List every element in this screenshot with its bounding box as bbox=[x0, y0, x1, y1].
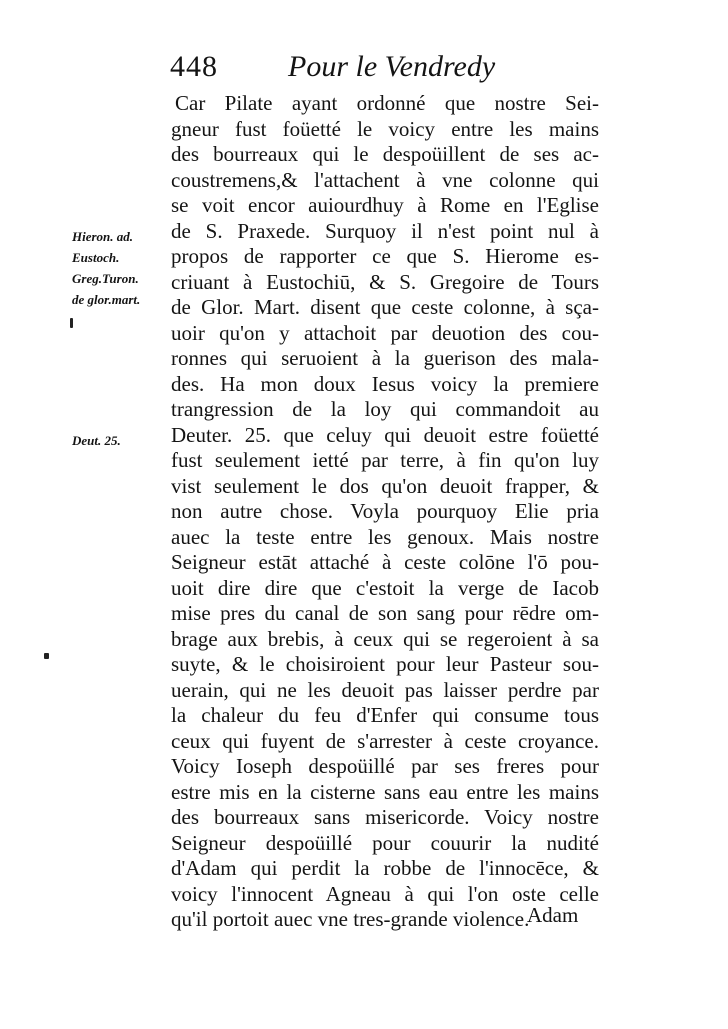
text-line: gneur fust foüetté le voicy entre les mains bbox=[171, 116, 599, 141]
ink-speck bbox=[70, 318, 73, 328]
text-line: voicy l'innocent Agneau à qui l'on oste celle bbox=[171, 881, 599, 906]
text-line: fust seulement ietté par terre, à fin qu'on luy bbox=[171, 448, 599, 472]
page-number: 448 bbox=[170, 50, 218, 83]
text-line: de Glor. Mart. disent que ceste colonne, à sça- bbox=[171, 295, 599, 319]
marginal-note-line: Eustoch. bbox=[72, 250, 120, 265]
marginal-note-line: Deut. 25. bbox=[72, 433, 121, 448]
text-line: non autre chose. Voyla pourquoy Elie pria bbox=[171, 499, 599, 523]
text-line: Seigneur despoüillé pour couurir la nudité bbox=[171, 830, 599, 855]
text-line: se voit encor auiourdhuy à Rome en l'Eglise bbox=[171, 193, 599, 217]
text-line: Voicy Ioseph despoüillé par ses freres pour bbox=[171, 754, 599, 778]
text-line: brage aux brebis, à ceux qui se regeroient à sa bbox=[171, 626, 599, 651]
text-line: Seigneur estāt attaché à ceste colōne l'ō pou- bbox=[171, 550, 599, 574]
text-line: d'Adam qui perdit la robbe de l'innocēce, & bbox=[171, 856, 599, 880]
text-line: de S. Praxede. Surquoy il n'est point nul à bbox=[171, 218, 599, 243]
text-line: Deuter. 25. que celuy qui deuoit estre foüetté bbox=[171, 422, 599, 447]
text-line: criuant à Eustochiū, & S. Gregoire de Tours bbox=[171, 269, 599, 294]
text-line: propos de rapporter ce que S. Hierome es- bbox=[171, 244, 599, 268]
text-line: coustremens,& l'attachent à vne colonne qui bbox=[171, 167, 599, 192]
text-line: mise pres du canal de son sang pour rēdre om- bbox=[171, 601, 599, 625]
marginal-note-line: Greg.Turon. bbox=[72, 271, 139, 286]
body-text bbox=[171, 91, 599, 933]
page-header bbox=[170, 50, 590, 90]
text-line: des. Ha mon doux Iesus voicy la premiere bbox=[171, 371, 599, 396]
marginal-note-hieronymus bbox=[72, 226, 168, 310]
text-line: Car Pilate ayant ordonné que nostre Sei- bbox=[175, 91, 599, 115]
text-line: des bourreaux qui le despoüillent de ses ac- bbox=[171, 142, 599, 166]
text-line: la chaleur du feu d'Enfer qui consume tous bbox=[171, 703, 599, 727]
catchword: Adam bbox=[527, 903, 579, 927]
text-line: des bourreaux sans misericorde. Voicy nostre bbox=[171, 805, 599, 829]
text-line: estre mis en la cisterne sans eau entre les mains bbox=[171, 779, 599, 804]
text-line: auec la teste entre les genoux. Mais nostre bbox=[171, 524, 599, 549]
text-line: uoir qu'on y attachoit par deuotion des cou- bbox=[171, 320, 599, 345]
running-title: Pour le Vendredy bbox=[288, 50, 496, 83]
text-line: uoit dire dire que c'estoit la verge de Iacob bbox=[171, 575, 599, 600]
text-line: trangression de la loy qui commandoit au bbox=[171, 397, 599, 421]
text-line: ronnes qui seruoient à la guerison des mala- bbox=[171, 346, 599, 370]
text-line: ceux qui fuyent de s'arrester à ceste croyance. bbox=[171, 728, 599, 753]
marginal-note-line: Hieron. ad. bbox=[72, 229, 134, 244]
text-line: qu'il portoit auec vne tres-grande violence. bbox=[171, 907, 530, 931]
marginal-note-line: de glor.mart. bbox=[72, 292, 141, 307]
text-line: suyte, & le choisiroient pour leur Pasteur sou- bbox=[171, 652, 599, 676]
marginal-note-deuteronomy bbox=[72, 430, 168, 451]
ink-speck bbox=[44, 653, 49, 659]
text-line: vist seulement le dos qu'on deuoit frapper, & bbox=[171, 473, 599, 498]
text-line: uerain, qui ne les deuoit pas laisser perdre par bbox=[171, 677, 599, 702]
